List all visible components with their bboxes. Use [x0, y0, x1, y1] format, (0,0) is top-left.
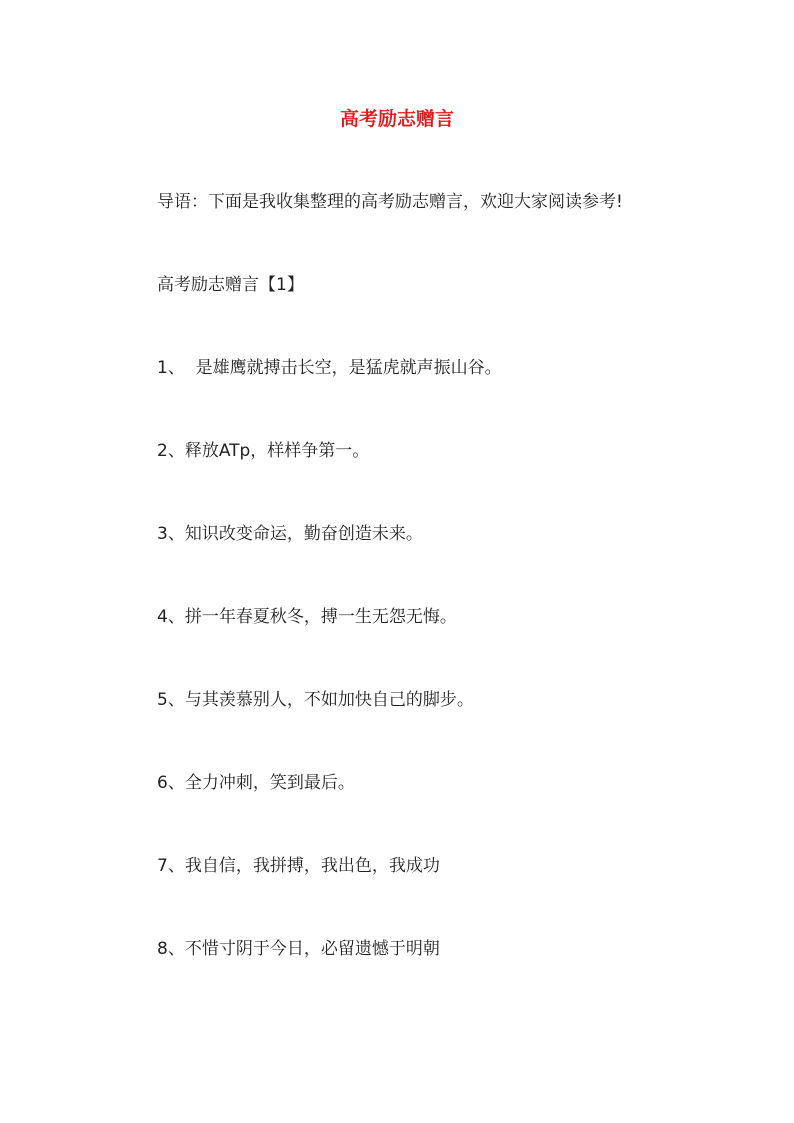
list-item: 1、 是雄鹰就搏击长空，是猛虎就声振山谷。	[157, 358, 502, 378]
list-item: 7、我自信，我拼搏，我出色，我成功	[157, 856, 440, 876]
list-item: 6、全力冲刺，笑到最后。	[157, 773, 355, 793]
list-item: 2、释放ATp，样样争第一。	[157, 441, 370, 461]
list-item: 3、知识改变命运，勤奋创造未来。	[157, 524, 423, 544]
intro-paragraph: 导语：下面是我收集整理的高考励志赠言，欢迎大家阅读参考!	[157, 192, 623, 212]
list-item: 8、不惜寸阴于今日，必留遗憾于明朝	[157, 939, 440, 959]
section-heading: 高考励志赠言【1】	[157, 275, 304, 295]
document-title: 高考励志赠言	[339, 108, 454, 130]
list-item: 5、与其羡慕别人，不如加快自己的脚步。	[157, 690, 474, 710]
list-item: 4、拼一年春夏秋冬，搏一生无怨无悔。	[157, 607, 457, 627]
